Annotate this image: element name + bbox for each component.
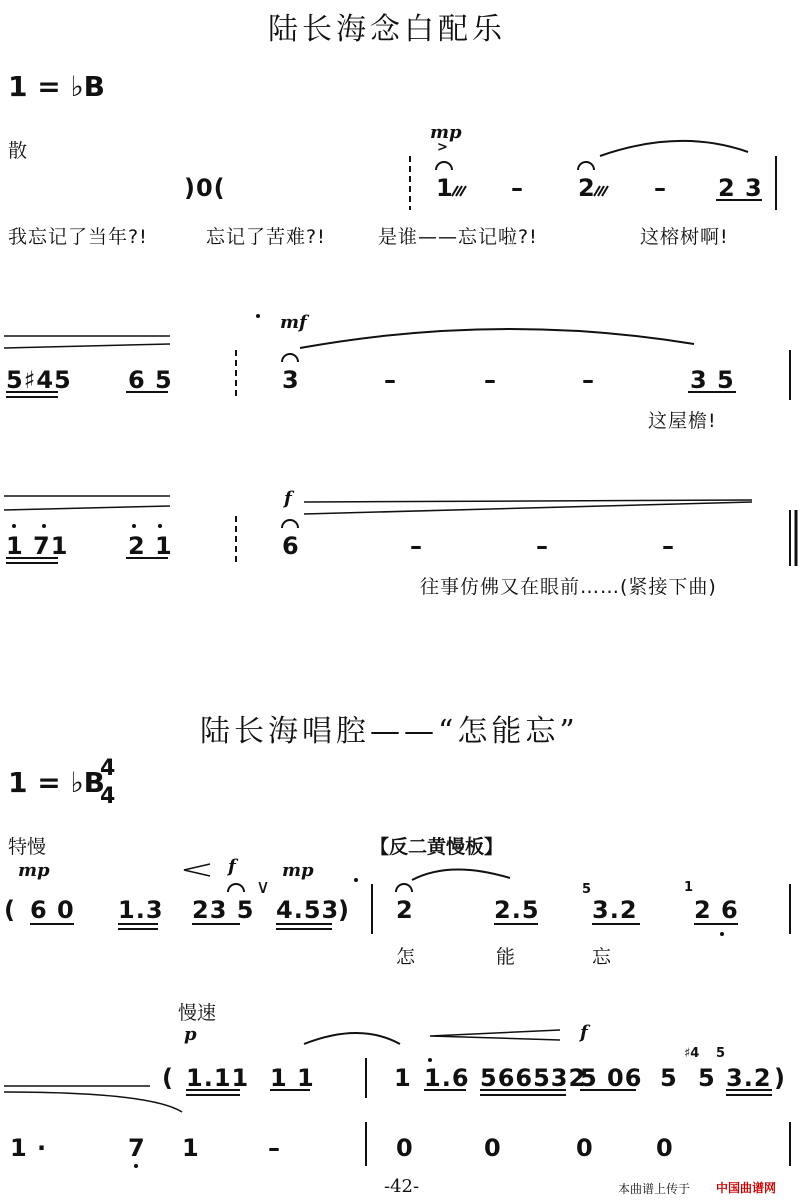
note-group: 6 0 [30,896,75,924]
dash: – [410,532,423,560]
note-group-23: 2 3 [718,174,763,202]
note-group: 1.6 [424,1064,470,1092]
rest: 0 [484,1134,502,1162]
dash: – [582,366,595,394]
rest: 0 [396,1134,414,1162]
note-group: 2 6 [694,896,739,924]
dynamic-mp: mp [430,122,462,143]
dash: – [662,532,675,560]
dash: – [384,366,397,394]
dash: – [654,174,667,202]
piece1-key-signature: 1 = ♭B [8,70,105,103]
note-group: 2.5 [494,896,540,924]
grace-note: 5 [582,882,592,897]
time-signature-bottom: 4 [100,784,116,809]
note-group: 1.11 [186,1064,250,1092]
note-7: 7 [128,1134,146,1162]
lyric: 往事仿佛又在眼前……(紧接下曲) [420,576,717,598]
note-group: 3.2 [726,1064,772,1092]
rest-group: )0( [184,174,226,202]
piece2-key-signature: 1 = ♭B [8,766,105,799]
note-2: 2 [396,896,414,924]
note-group: 3 5 [690,366,735,394]
breath-mark: ∨ [256,876,270,898]
lyric: 忘 [592,946,613,968]
note-group: 23 5 [192,896,255,924]
lyric: 能 [496,946,517,968]
lyric: 这屋檐! [648,410,717,432]
paren-open: ( [4,896,16,924]
note-group: 1.3 [118,896,164,924]
note-group: 1 1 [270,1064,315,1092]
dynamic-f: f [580,1022,588,1043]
dynamic-mp: mp [18,860,50,881]
note-group: 4.53 [276,896,340,924]
note-group: 5♯45 [6,366,72,394]
dynamic-mp: mp [282,860,314,881]
piece1-tempo-marking: 散 [8,140,28,162]
rest: 0 [656,1134,674,1162]
dash: – [511,174,524,202]
note-2: 2 [578,174,596,202]
rest: 0 [576,1134,594,1162]
note-group: 6 5 [128,366,173,394]
paren-open: ( [162,1064,174,1092]
grace-note: 5 [716,1046,726,1061]
note-group: 2 1 [128,532,173,560]
lyric: 这榕树啊! [640,226,729,248]
note-group: 3.2 [592,896,638,924]
credit-text: 本曲谱上传于 [618,1182,691,1196]
lyric: 怎 [396,946,417,968]
note-3: 3 [282,366,300,394]
page-number: -42- [384,1176,420,1197]
accent-mark: > [437,140,448,155]
note-group: 1 71 [6,532,69,560]
note-1: 1 [394,1064,412,1092]
note-group: 5 06 [580,1064,643,1092]
paren-close: ) [338,896,350,924]
dash: – [484,366,497,394]
note-1: 1 [182,1134,200,1162]
paren-close: ) [774,1064,786,1092]
note-5: 5 [660,1064,678,1092]
note-5: 5 [698,1064,716,1092]
piece1-title: 陆长海念白配乐 [268,12,506,47]
time-signature-top: 4 [100,756,116,781]
dynamic-f: f [228,856,236,877]
note-group: 1 · [10,1134,48,1162]
grace-note: 1 [684,880,694,895]
dynamic-mf: mf [280,312,307,333]
lyric: 我忘记了当年?! [8,226,148,248]
dash: – [268,1134,281,1162]
note-group: 566532 [480,1064,587,1092]
grace-note: ♯4 [684,1046,700,1061]
piece2-title: 陆长海唱腔——“怎能忘” [200,714,579,749]
site-logo[interactable]: 中国曲谱网 [716,1181,777,1195]
note-6: 6 [282,532,300,560]
tempo-marking: 特慢 [8,836,47,858]
section-label: 【反二黄慢板】 [370,836,504,858]
tempo-marking: 慢速 [178,1002,217,1024]
lyric: 忘记了苦难?! [206,226,326,248]
dash: – [536,532,549,560]
dynamic-p: p [184,1024,197,1045]
lyric: 是谁——忘记啦?! [378,226,538,248]
dynamic-f: f [284,488,292,509]
note-1: 1 [436,174,454,202]
